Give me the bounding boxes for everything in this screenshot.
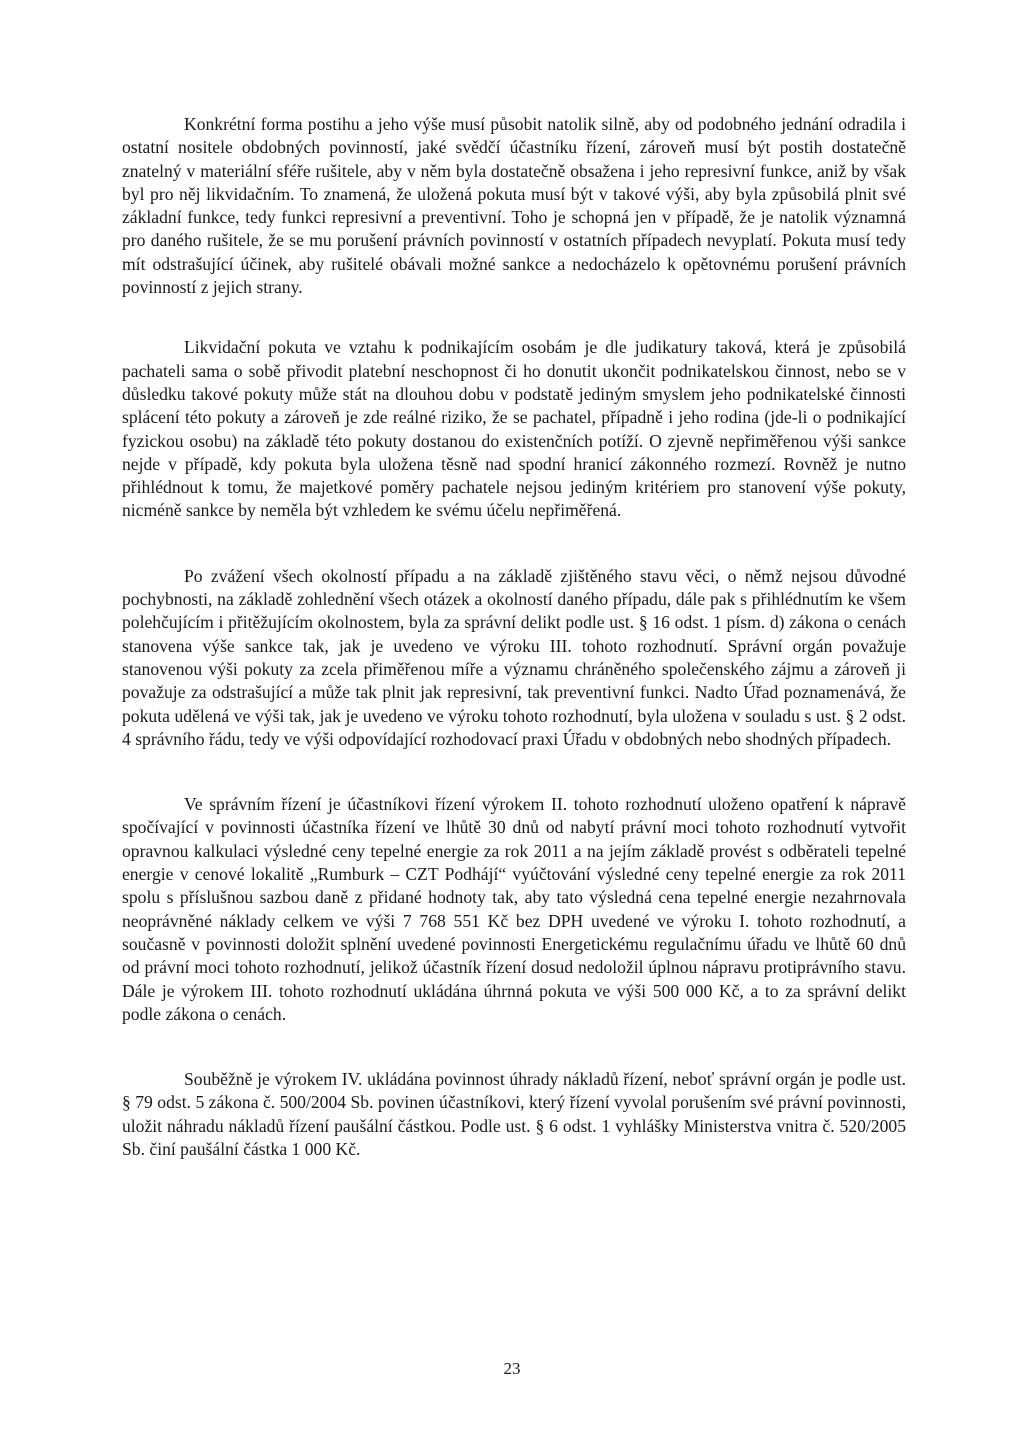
document-body (122, 113, 906, 1161)
paragraph-penalty-form: Konkrétní forma postihu a jeho výše musí působit natolik silně, aby od podobného jednání odradila i ostatní nositele obdobných povinností, jaké svědčí účastníku řízení, zároveň musí být postih dostatečně znatelný v materiální sféře rušitele, aby v něm byla dostatečně obsažena i jeho represivní funkce, aniž by však byl pro něj likvidačním. To znamená, že uložená pokuta musí být v takové výši, aby byla způsobilá plnit své základní funkce, tedy funkci represivní a preventivní. Toho je schopná jen v případě, že je natolik významná pro daného rušitele, že se mu porušení právních povinností v ostatních případech nevyplatí. Pokuta musí tedy mít odstrašující účinek, aby rušitelé obávali možné sankce a nedocházelo k opětovnému porušení právních povinností z jejich strany. (122, 114, 906, 298)
paragraph-liquidation-penalty: Likvidační pokuta ve vztahu k podnikajícím osobám je dle judikatury taková, která je způsobilá pachateli sama o sobě přivodit platební neschopnost či ho donutit ukončit podnikatelskou činnost, nebo se v důsledku takové pokuty může stát na dlouhou dobu v podstatě jediným smyslem jeho podnikatelské činnosti splácení této pokuty a zároveň je zde reálné riziko, že se pachatel, případně i jeho rodina (jde-li o podnikající fyzickou osobu) na základě této pokuty dostanou do existenčních potíží. O zjevně nepřiměřenou výši sankce nejde v případě, kdy pokuta byla uložena těsně nad spodní hranicí zákonného rozmezí. Rovněž je nutno přihlédnout k tomu, že majetkové poměry pachatele nejsou jediným kritériem pro stanovení výše pokuty, nicméně sankce by neměla být vzhledem ke svému účelu nepřiměřená. (122, 337, 906, 521)
page-number: 23 (503, 1359, 521, 1378)
paragraph-remedial-measure: Ve správním řízení je účastníkovi řízení výrokem II. tohoto rozhodnutí uloženo opatření k nápravě spočívající v povinnosti účastníka řízení ve lhůtě 30 dnů od nabytí právní moci tohoto rozhodnutí vytvořit opravnou kalkulaci výsledné ceny tepelné energie za rok 2011 a na jejím základě provést s odběrateli tepelné energie v cenové lokalitě „Rumburk – CZT Podhájí“ vyúčtování výsledné ceny tepelné energie za rok 2011 spolu s příslušnou sazbou daně z přidané hodnoty tak, aby tato výsledná cena tepelné energie nezahrnovala neoprávněné náklady celkem ve výši 7 768 551 Kč bez DPH uvedené ve výroku I. tohoto rozhodnutí, a současně v povinnosti doložit splnění uvedené povinnosti Energetickému regulačnímu úřadu ve lhůtě 60 dnů od právní moci tohoto rozhodnutí, jelikož účastník řízení dosud nedoložil úplnou nápravu protiprávního stavu. Dále je výrokem III. tohoto rozhodnutí ukládána úhrnná pokuta ve výši 500 000 Kč, a to za správní delikt podle zákona o cenách. (122, 794, 906, 1024)
paragraph-penalty-assessment: Po zvážení všech okolností případu a na základě zjištěného stavu věci, o němž nejsou důvodné pochybnosti, na základě zohlednění všech otázek a okolností daného případu, dále pak s přihlédnutím ke všem polehčujícím i přitěžujícím okolnostem, byla za správní delikt podle ust. § 16 odst. 1 písm. d) zákona o cenách stanovena výše sankce tak, jak je uvedeno ve výroku III. tohoto rozhodnutí. Správní orgán považuje stanovenou výši pokuty za zcela přiměřenou míře a významu chráněného společenského zájmu a zároveň ji považuje za odstrašující a může tak plnit jak represivní, tak preventivní funkci. Nadto Úřad poznamenává, že pokuta udělená ve výši tak, jak je uvedeno ve výroku tohoto rozhodnutí, byla uložena v souladu s ust. § 2 odst. 4 správního řádu, tedy ve výši odpovídající rozhodovací praxi Úřadu v obdobných nebo shodných případech. (122, 565, 906, 749)
paragraph-procedural-costs: Souběžně je výrokem IV. ukládána povinnost úhrady nákladů řízení, neboť správní orgán je podle ust. § 79 odst. 5 zákona č. 500/2004 Sb. povinen účastníkovi, který řízení vyvolal porušením své právní povinnosti, uložit náhradu nákladů řízení paušální částkou. Podle ust. § 6 odst. 1 vyhlášky Ministerstva vnitra č. 520/2005 Sb. činí paušální částka 1 000 Kč. (122, 1069, 906, 1159)
